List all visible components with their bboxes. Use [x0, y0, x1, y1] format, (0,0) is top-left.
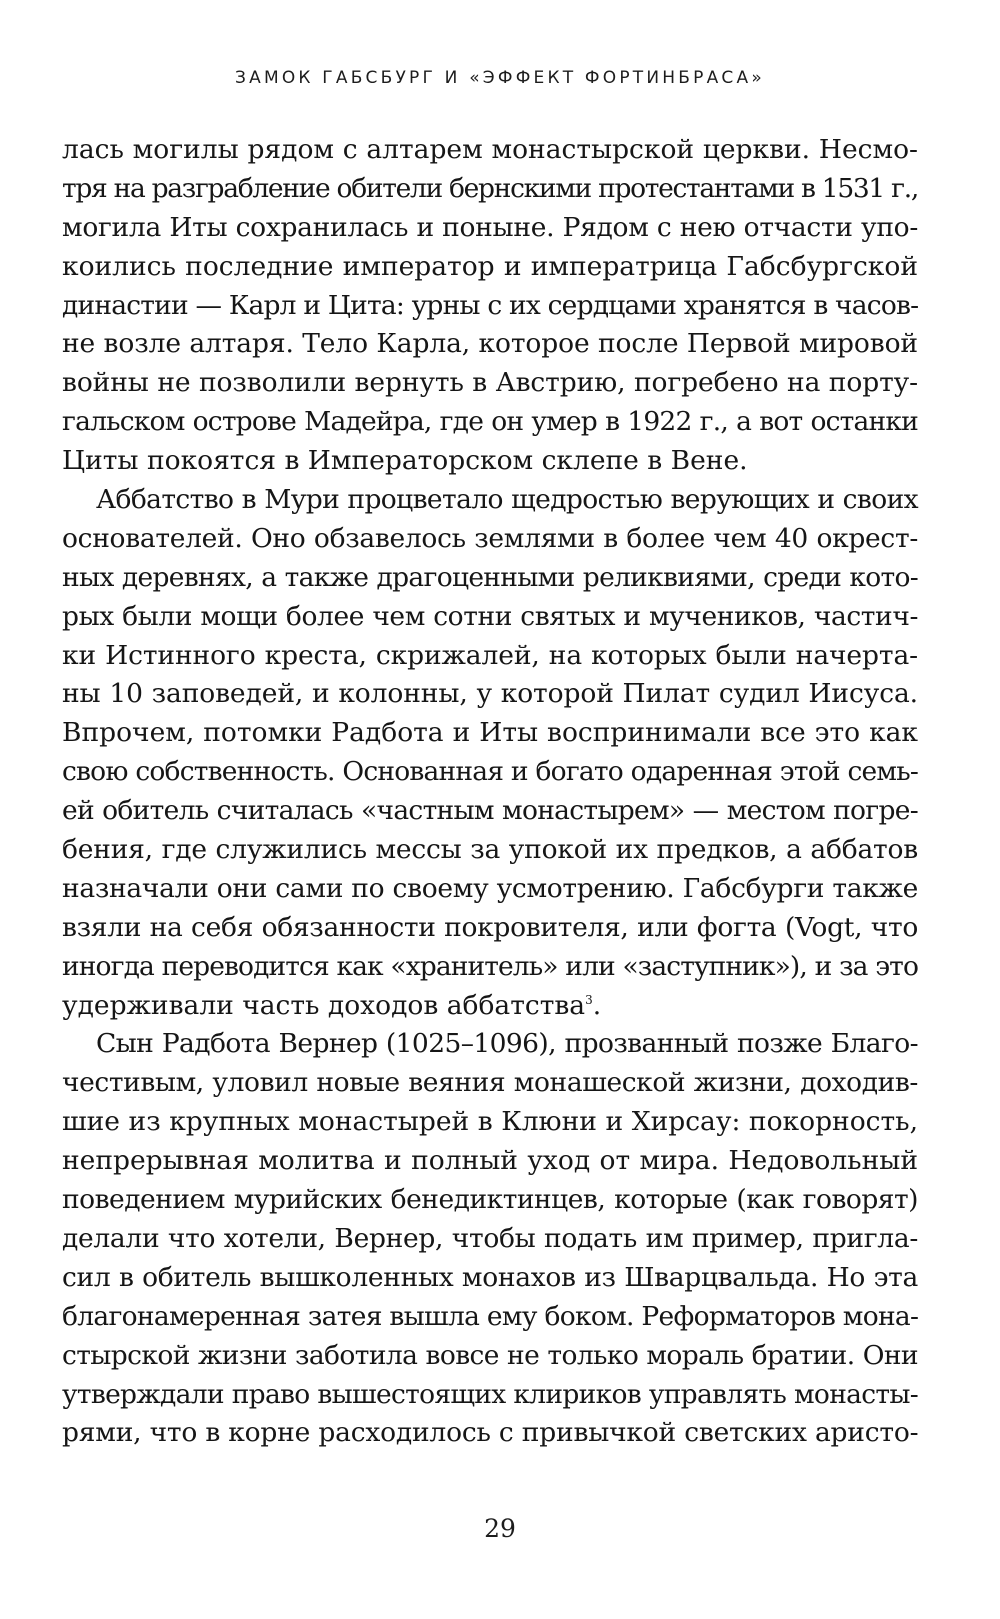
text-line: не возле алтаря. Тело Карла, которое после Первой мировой — [62, 328, 918, 360]
text-line: Сын Радбота Вернер (1025–1096), прозванный позже Благо- — [96, 1028, 918, 1060]
page-number: 29 — [484, 1514, 516, 1543]
text-line: сил в обитель вышколенных монахов из Шварцвальда. Но эта — [62, 1261, 918, 1293]
text-line: коились последние император и императрица Габсбургской — [62, 250, 918, 282]
text-fragment: . — [592, 989, 602, 1021]
text-line: рями, что в корне расходилось с привычкой светских аристо- — [62, 1417, 919, 1449]
text-line: династии — Карл и Цита: урны с их сердцами хранятся в часов- — [62, 289, 919, 321]
text-line: стырской жизни заботила вовсе не только мораль братии. Они — [62, 1339, 918, 1371]
text-line: ки Истинного креста, скрижалей, на которых были начерта- — [62, 639, 918, 671]
text-line: лась могилы рядом с алтарем монастырской церкви. Несмо- — [62, 134, 918, 165]
text-line: взяли на себя обязанности покровителя, или фогта (Vogt, что — [62, 911, 918, 943]
text-line: рых были мощи более чем сотни святых и мучеников, частич- — [62, 600, 918, 632]
text-line: шие из крупных монастырей в Клюни и Хирсау: покорность, — [62, 1106, 918, 1138]
text-line: войны не позволили вернуть в Австрию, погребено на порту- — [62, 367, 918, 399]
text-line — [62, 987, 918, 1026]
text-line: свою собственность. Основанная и богато одаренная этой семь- — [62, 756, 918, 788]
text-line: ей обитель считалась «частным монастырем» — местом погре- — [62, 795, 918, 827]
text-line: поведением мурийских бенедиктинцев, которые (как говорят) — [62, 1184, 918, 1216]
text-line: тря на разграбление обители бернскими протестантами в 1531 г., — [62, 172, 918, 204]
paragraph-3 — [62, 1025, 918, 1453]
paragraph-1 — [62, 131, 918, 481]
paragraph-2 — [62, 481, 918, 1025]
text-line: иногда переводится как «хранитель» или «заступник»), и за это — [62, 950, 918, 982]
footnote-reference[interactable]: 3 — [585, 992, 593, 1007]
text-line: ны 10 заповедей, и колонны, у которой Пилат судил Иисуса. — [62, 678, 918, 710]
text-line: Циты покоятся в Императорском склепе в Вене. — [62, 445, 748, 477]
text-line: Впрочем, потомки Радбота и Иты воспринимали все это как — [62, 717, 918, 749]
text-line: утверждали право вышестоящих клириков управлять монасты- — [62, 1378, 918, 1410]
text-line: бения, где служились мессы за упокой их предков, а аббатов — [62, 834, 918, 866]
text-line: могила Иты сохранилась и поныне. Рядом с нею отчасти упо- — [62, 211, 918, 243]
text-line: Аббатство в Мури процветало щедростью верующих и своих — [96, 484, 918, 516]
text-fragment: удерживали часть доходов аббатства — [62, 989, 586, 1021]
text-line: ных деревнях, а также драгоценными реликвиями, среди кото- — [62, 561, 918, 593]
text-line: благонамеренная затея вышла ему боком. Реформаторов мона- — [62, 1300, 919, 1332]
text-line: делали что хотели, Вернер, чтобы подать им пример, пригла- — [62, 1222, 918, 1254]
running-head: ЗАМОК ГАБСБУРГ И «ЭФФЕКТ ФОРТИНБРАСА» — [235, 68, 765, 88]
text-line: честивым, уловил новые веяния монашеской жизни, доходив- — [62, 1067, 918, 1099]
body-text — [62, 131, 918, 1453]
text-line: назначали они сами по своему усмотрению. Габсбурги также — [62, 872, 918, 904]
text-line: основателей. Оно обзавелось землями в более чем 40 окрест- — [62, 522, 918, 554]
text-line: гальском острове Мадейра, где он умер в 1922 г., а вот останки — [62, 406, 918, 438]
text-line: непрерывная молитва и полный уход от мира. Недовольный — [62, 1145, 918, 1177]
